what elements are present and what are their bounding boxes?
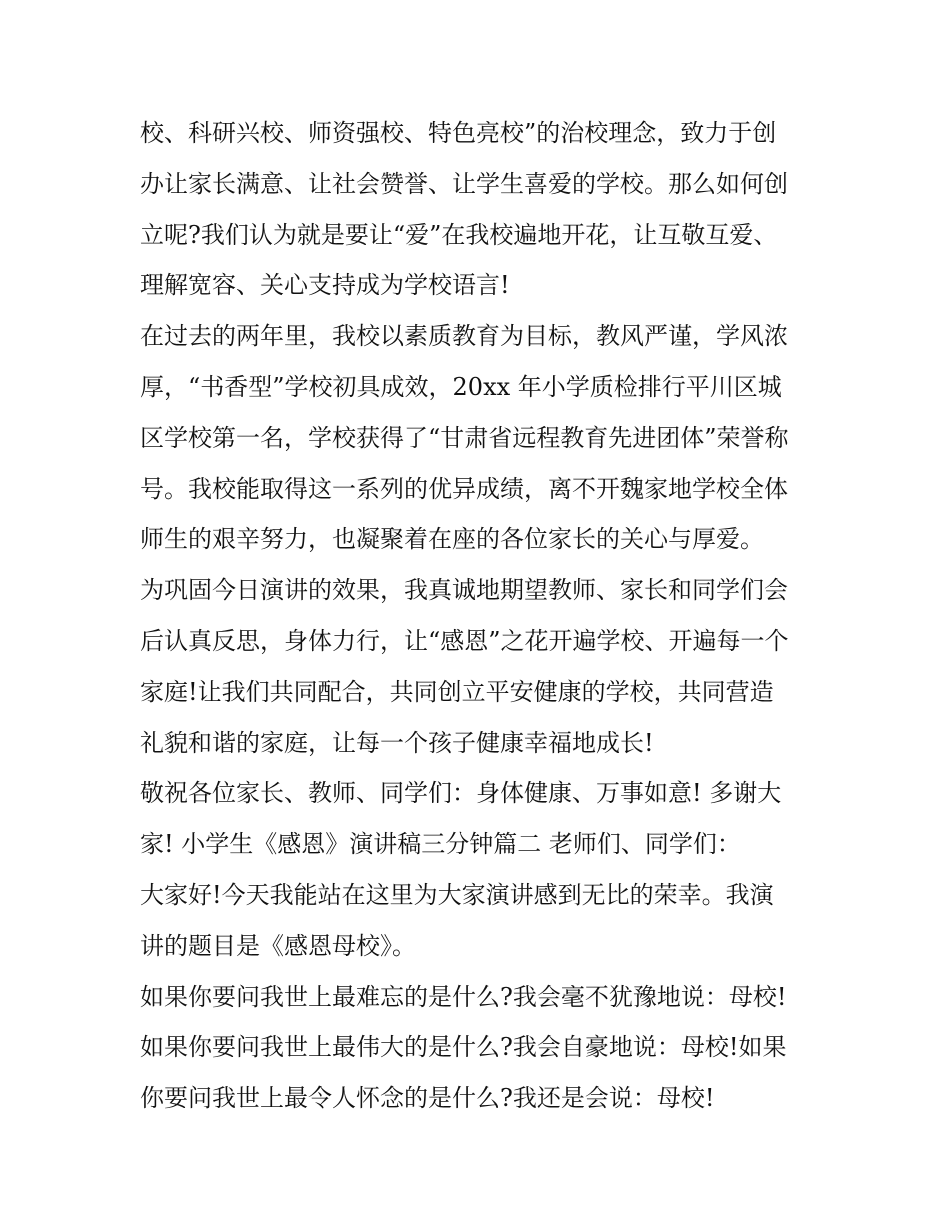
text-line: 在过去的两年里，我校以素质教育为目标，教风严谨，学风浓 bbox=[140, 322, 788, 351]
text-line: 家! 小学生《感恩》演讲稿三分钟篇二 老师们、同学们： bbox=[140, 830, 741, 859]
text-line: 号。我校能取得这一系列的优异成绩，离不开魏家地学校全体 bbox=[140, 474, 788, 503]
text-line: 敬祝各位家长、教师、同学们：身体健康、万事如意! 多谢大 bbox=[140, 779, 782, 808]
document-body bbox=[140, 108, 830, 1124]
text-line: 为巩固今日演讲的效果，我真诚地期望教师、家长和同学们会 bbox=[140, 576, 788, 605]
text-line: 家庭!让我们共同配合，共同创立平安健康的学校，共同营造 bbox=[140, 677, 774, 706]
text-line: 如果你要问我世上最伟大的是什么?我会自豪地说：母校!如果 bbox=[140, 1033, 787, 1062]
text-line: 立呢?我们认为就是要让“爱”在我校遍地开花，让互敬互爱、 bbox=[140, 220, 778, 249]
text-line: 礼貌和谐的家庭，让每一个孩子健康幸福地成长! bbox=[140, 728, 654, 757]
text-line: 区学校第一名，学校获得了“甘肃省远程教育先进团体”荣誉称 bbox=[140, 423, 789, 452]
text-line: 校、科研兴校、师资强校、特色亮校”的治校理念，致力于创 bbox=[140, 119, 777, 147]
text-line: 办让家长满意、让社会赞誉、让学生喜爱的学校。那么如何创 bbox=[140, 169, 788, 198]
text-line: 你要问我世上最令人怀念的是什么?我还是会说：母校! bbox=[140, 1084, 715, 1113]
text-line: 师生的艰辛努力，也凝聚着在座的各位家长的关心与厚爱。 bbox=[140, 525, 764, 554]
text-line: 后认真反思，身体力行，让“感恩”之花开遍学校、开遍每一个 bbox=[140, 626, 789, 655]
text-line: 厚，“书香型”学校初具成效，20xx 年小学质检排行平川区城 bbox=[140, 372, 782, 401]
text-line: 理解宽容、关心支持成为学校语言! bbox=[140, 271, 510, 300]
text-line: 大家好!今天我能站在这里为大家演讲感到无比的荣幸。我演 bbox=[140, 880, 774, 909]
text-line: 讲的题目是《感恩母校》。 bbox=[140, 931, 416, 960]
text-line: 如果你要问我世上最难忘的是什么?我会毫不犹豫地说：母校! bbox=[140, 982, 787, 1011]
